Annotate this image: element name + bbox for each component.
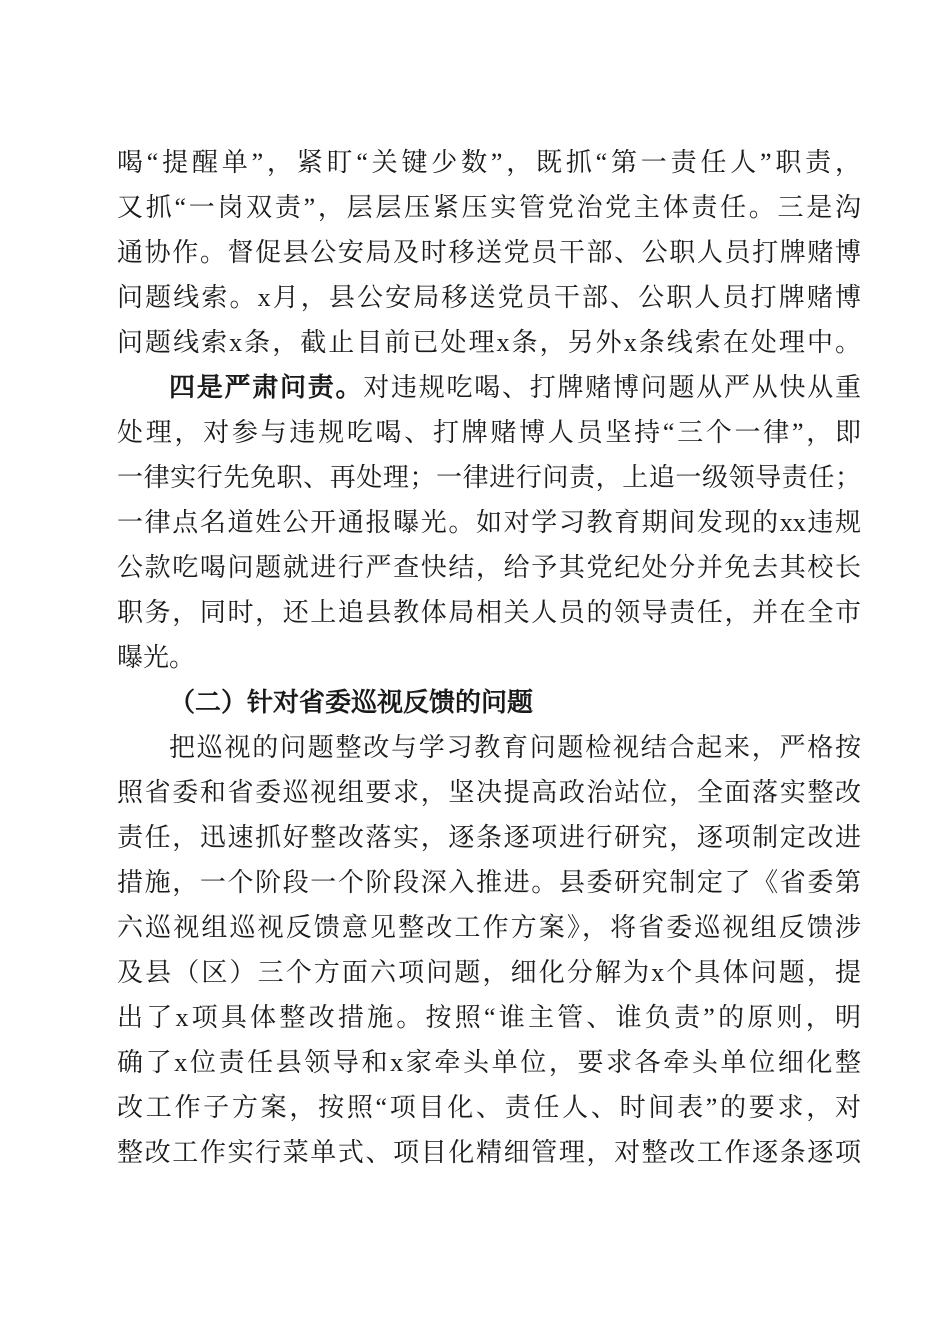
text-run: 措施，一个阶段一个阶段深入推进。县委研究制定了《省委第 [117, 868, 861, 897]
text-run: 及县（区）三个方面六项问题，细化分解为x个具体问题，提 [117, 958, 861, 987]
text-line [117, 1040, 861, 1085]
text-line [117, 185, 861, 230]
text-line [117, 995, 861, 1040]
text-run: 公款吃喝问题就进行严查快结，给予其党纪处分并免去其校长 [117, 553, 861, 582]
text-run: 职务，同时，还上追县教体局相关人员的领导责任，并在全市 [117, 598, 861, 627]
emphasis-text-run: （二）针对省委巡视反馈的问题 [169, 688, 534, 717]
text-line [117, 320, 861, 365]
text-run: 又抓“一岗双责”，层层压紧压实管党治党主体责任。三是沟 [117, 193, 861, 222]
text-run: 责任，迅速抓好整改落实，逐条逐项进行研究，逐项制定改进 [117, 823, 861, 852]
text-run: 出了x项具体整改措施。按照“谁主管、谁负责”的原则，明 [117, 1003, 861, 1032]
text-run: 把巡视的问题整改与学习教育问题检视结合起来，严格按 [169, 733, 861, 762]
text-run: 问题线索x条，截止目前已处理x条，另外x条线索在处理中。 [117, 328, 861, 357]
text-line [117, 680, 861, 725]
text-run: 一律实行先免职、再处理；一律进行问责，上追一级领导责任； [117, 463, 861, 492]
text-line [117, 545, 861, 590]
text-line [117, 725, 861, 770]
text-line [117, 860, 861, 905]
text-run: 喝“提醒单”，紧盯“关键少数”，既抓“第一责任人”职责， [117, 148, 861, 177]
text-line [117, 500, 861, 545]
text-run: 改工作子方案，按照“项目化、责任人、时间表”的要求，对 [117, 1093, 861, 1122]
text-run: 对违规吃喝、打牌赌博问题从严从快从重 [363, 373, 861, 402]
paragraph-inspection-rectification [117, 725, 861, 1175]
text-line [117, 230, 861, 275]
text-line [117, 410, 861, 455]
paragraph-four-strict-accountability [117, 365, 861, 680]
text-line [117, 455, 861, 500]
text-run: 曝光。 [117, 643, 196, 672]
text-run: 一律点名道姓公开通报曝光。如对学习教育期间发现的xx违规 [117, 508, 861, 537]
text-run: 通协作。督促县公安局及时移送党员干部、公职人员打牌赌博 [117, 238, 861, 267]
text-run: 处理，对参与违规吃喝、打牌赌博人员坚持“三个一律”，即 [117, 418, 861, 447]
text-line [117, 905, 861, 950]
text-line [117, 770, 861, 815]
text-line [117, 950, 861, 995]
text-run: 六巡视组巡视反馈意见整改工作方案》，将省委巡视组反馈涉 [117, 913, 861, 942]
text-line [117, 635, 861, 680]
heading-section-two-provincial-inspection [117, 680, 861, 725]
document-body [117, 140, 861, 1175]
text-line [117, 815, 861, 860]
emphasis-text-run: 四是严肃问责。 [169, 373, 364, 402]
text-run: 整改工作实行菜单式、项目化精细管理，对整改工作逐条逐项 [117, 1138, 861, 1167]
text-run: 问题线索。x月，县公安局移送党员干部、公职人员打牌赌博 [117, 283, 861, 312]
text-run: 确了x位责任县领导和x家牵头单位，要求各牵头单位细化整 [117, 1048, 861, 1077]
text-line [117, 365, 861, 410]
paragraph-supervision-continued [117, 140, 861, 365]
text-line [117, 1085, 861, 1130]
text-line [117, 275, 861, 320]
text-line [117, 1130, 861, 1175]
text-line [117, 590, 861, 635]
text-run: 照省委和省委巡视组要求，坚决提高政治站位，全面落实整改 [117, 778, 861, 807]
text-line [117, 140, 861, 185]
